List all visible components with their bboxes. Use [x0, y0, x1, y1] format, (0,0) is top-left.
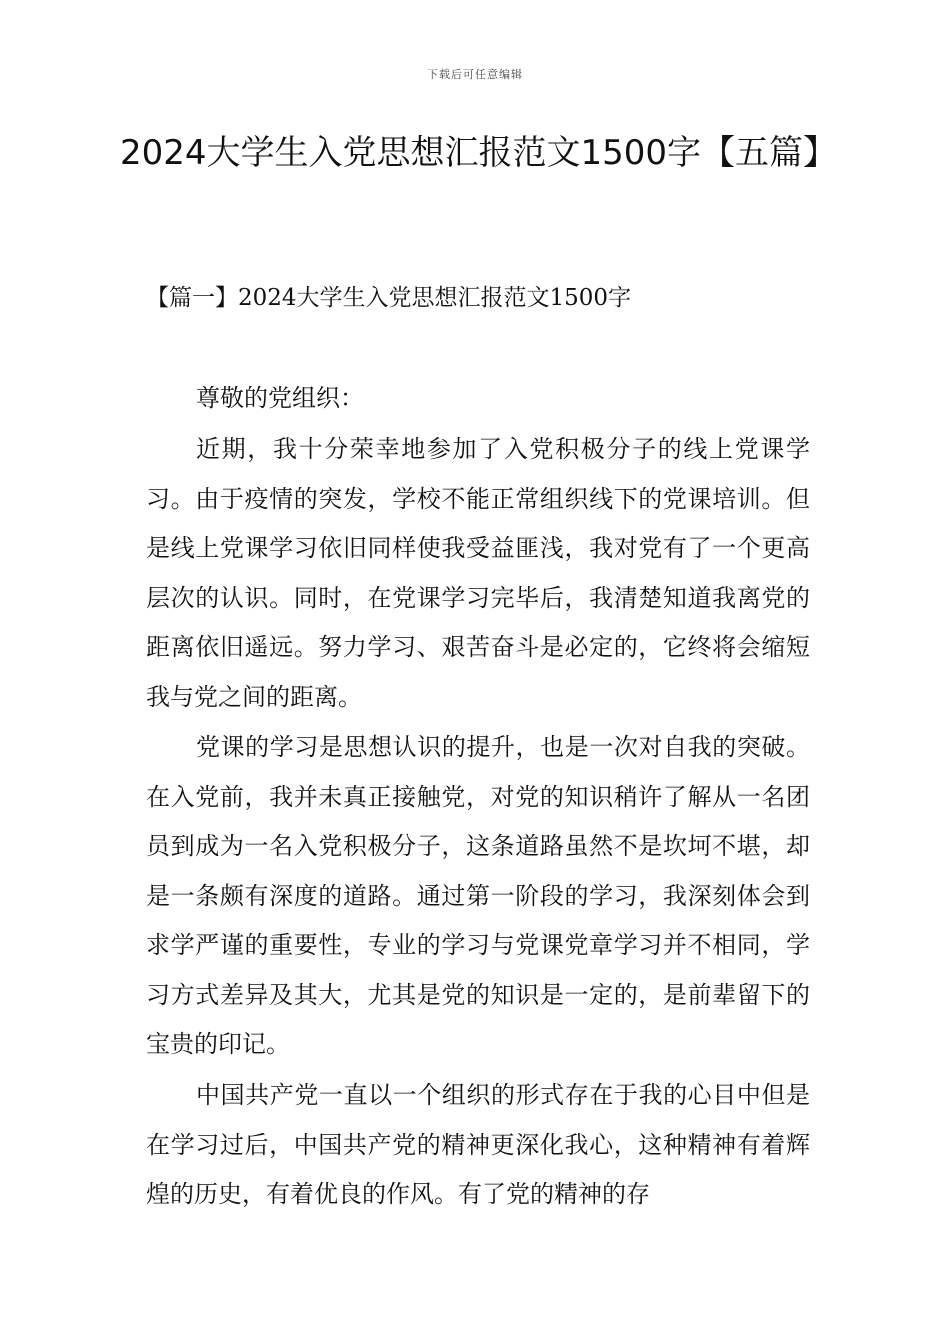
document-title: 2024大学生入党思想汇报范文1500字【五篇】 — [120, 133, 838, 173]
body-paragraph-1: 近期，我十分荣幸地参加了入党积极分子的线上党课学习。由于疫情的突发，学校不能正常组织线下的党课培训。但是线上党课学习依旧同样使我受益匪浅，我对党有了一个更高层次的认识。同时，在党课学习完毕后，我清楚知道我离党的距离依旧遥远。努力学习、艰苦奋斗是必定的，它终将会缩短我与党之间的距离。 — [146, 435, 810, 711]
header-note: 下载后可任意编辑 — [427, 68, 523, 81]
section-heading: 【篇一】2024大学生入党思想汇报范文1500字 — [146, 285, 632, 311]
salutation: 尊敬的党组织： — [196, 384, 364, 412]
body-paragraph-3: 中国共产党一直以一个组织的形式存在于我的心目中但是在学习过后，中国共产党的精神更深化我心，这种精神有着辉煌的历史，有着优良的作风。有了党的精神的存 — [146, 1081, 810, 1208]
body-paragraph-2: 党课的学习是思想认识的提升，也是一次对自我的突破。在入党前，我并未真正接触党，对党的知识稍许了解从一名团员到成为一名入党积极分子，这条道路虽然不是坎坷不堪，却是一条颇有深度的道路。通过第一阶段的学习，我深刻体会到求学严谨的重要性，专业的学习与党课党章学习并不相同，学习方式差异及其大，尤其是党的知识是一定的，是前辈留下的宝贵的印记。 — [146, 733, 810, 1058]
